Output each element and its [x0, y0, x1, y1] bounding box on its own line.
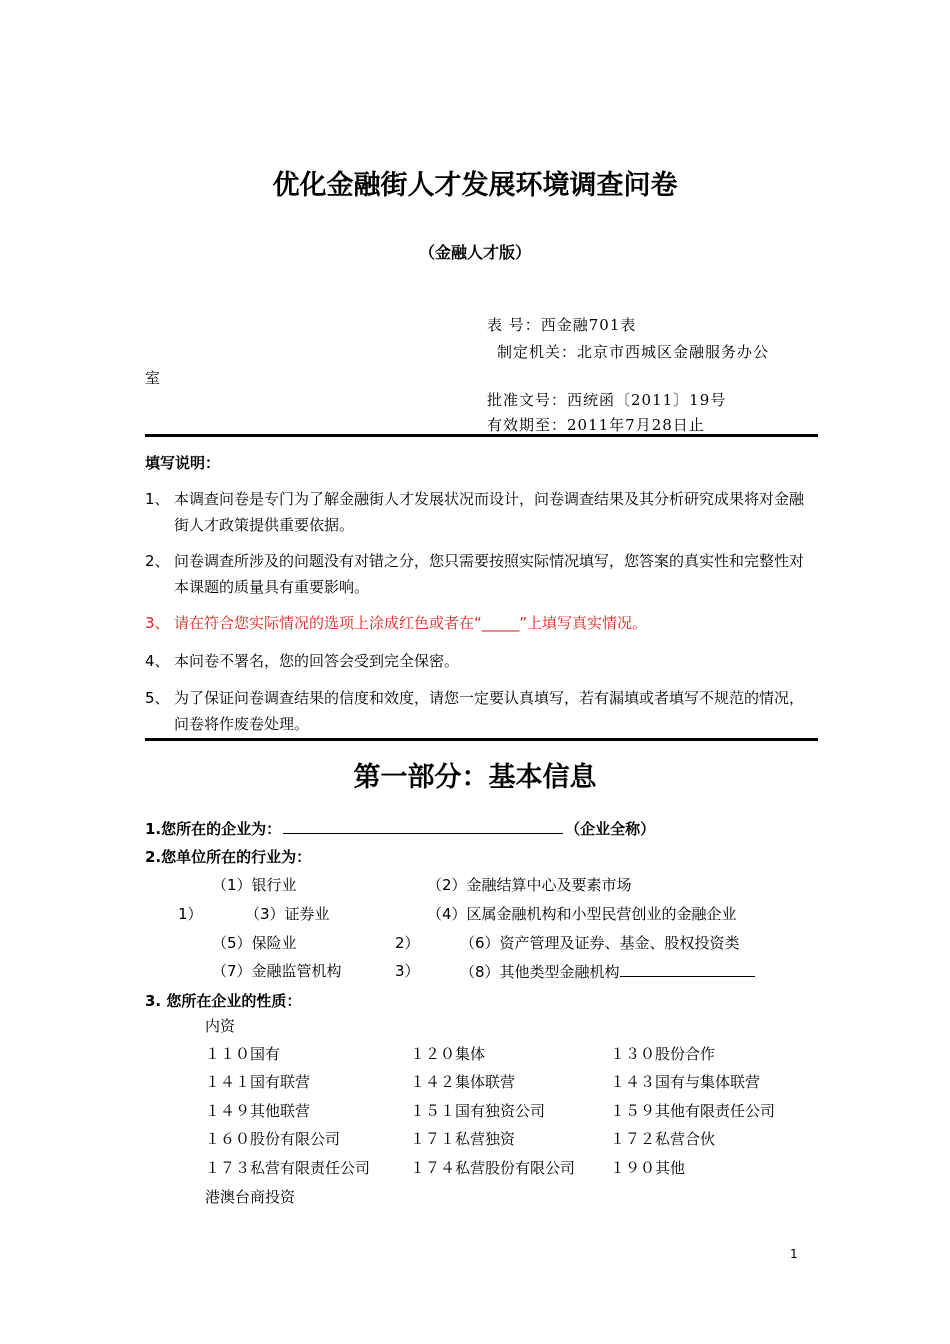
industry-option-other[interactable] — [460, 960, 755, 982]
ownership-group-domestic: 内资 — [205, 1017, 236, 1035]
industry-option[interactable]: （7）金融监管机构 — [212, 962, 342, 980]
instruction-text: 请在符合您实际情况的选项上涂成红色或者在“_____”上填写真实情况。 — [174, 614, 648, 632]
ownership-option[interactable]: １９０其他 — [610, 1159, 686, 1177]
list-marker: 1） — [178, 905, 203, 923]
instruction-item — [145, 685, 815, 737]
ownership-option[interactable]: １４３国有与集体联营 — [610, 1073, 761, 1091]
question-1-label: 1.您所在的企业为： — [145, 820, 282, 838]
form-number: 表 号：西金融701表 — [487, 316, 637, 334]
industry-option[interactable]: （5）保险业 — [212, 934, 297, 952]
question-2-label: 2.您单位所在的行业为： — [145, 848, 312, 866]
instruction-text: 问卷调查所涉及的问题没有对错之分，您只需要按照实际情况填写，您答案的真实性和完整性对本课题的质量具有重要影响。 — [174, 552, 805, 596]
question-3-label: 3. 您所在企业的性质： — [145, 992, 302, 1010]
document-subtitle: （金融人才版） — [418, 243, 531, 262]
ownership-option[interactable]: １１０国有 — [205, 1045, 281, 1063]
document-title: 优化金融街人才发展环境调查问卷 — [272, 170, 678, 201]
ownership-option[interactable]: １４２集体联营 — [410, 1073, 516, 1091]
ownership-option[interactable]: １７１私营独资 — [410, 1130, 516, 1148]
question-1-suffix: （企业全称） — [565, 820, 656, 838]
instruction-text: 本问卷不署名，您的回答会受到完全保密。 — [174, 652, 460, 670]
instruction-text: 本调查问卷是专门为了解金融街人才发展状况而设计，问卷调查结果及其分析研究成果将对金融街人才政策提供重要依据。 — [174, 490, 805, 534]
authority-line: 制定机关：北京市西城区金融服务办公 — [497, 343, 770, 361]
list-marker: 3） — [395, 962, 420, 980]
top-divider — [145, 434, 818, 437]
industry-option[interactable]: （4）区属金融机构和小型民营创业的金融企业 — [427, 905, 737, 923]
page-number: 1 — [790, 1247, 798, 1261]
validity-date: 有效期至：2011年7月28日止 — [487, 416, 705, 434]
instruction-number: 3、 — [145, 614, 170, 632]
approval-number: 批准文号：西统函〔2011〕19号 — [487, 391, 727, 409]
instruction-item — [145, 486, 815, 538]
other-industry-field[interactable] — [620, 960, 755, 977]
ownership-option[interactable]: １６０股份有限公司 — [205, 1130, 341, 1148]
instruction-item-highlight — [145, 610, 815, 636]
instruction-item — [145, 548, 815, 600]
ownership-option[interactable]: １２０集体 — [410, 1045, 486, 1063]
instruction-number: 2、 — [145, 552, 170, 570]
instruction-number: 4、 — [145, 652, 170, 670]
instruction-text: 为了保证问卷调查结果的信度和效度，请您一定要认真填写，若有漏填或者填写不规范的情况，问卷将作废卷处理。 — [174, 689, 805, 733]
ownership-option[interactable]: １４９其他联营 — [205, 1102, 311, 1120]
ownership-option[interactable]: １７４私营股份有限公司 — [410, 1159, 576, 1177]
ownership-option[interactable]: １５９其他有限责任公司 — [610, 1102, 776, 1120]
industry-option[interactable]: （6）资产管理及证券、基金、股权投资类 — [460, 934, 740, 952]
industry-option[interactable]: （3）证券业 — [245, 905, 330, 923]
instruction-number: 5、 — [145, 689, 170, 707]
instructions-heading: 填写说明： — [145, 454, 221, 472]
ownership-option[interactable]: １７２私营合伙 — [610, 1130, 716, 1148]
ownership-option[interactable]: １３０股份合作 — [610, 1045, 716, 1063]
ownership-option[interactable]: １７３私营有限责任公司 — [205, 1159, 371, 1177]
question-1 — [145, 817, 655, 839]
ownership-option[interactable]: １４１国有联营 — [205, 1073, 311, 1091]
section-title: 第一部分：基本信息 — [353, 762, 597, 793]
instruction-number: 1、 — [145, 490, 170, 508]
ownership-option[interactable]: １５１国有独资公司 — [410, 1102, 546, 1120]
company-name-field[interactable] — [283, 817, 563, 834]
bottom-divider — [145, 738, 818, 741]
list-marker: 2） — [395, 934, 420, 952]
ownership-group-hk-macau-taiwan: 港澳台商投资 — [205, 1188, 296, 1206]
industry-option[interactable]: （1）银行业 — [212, 876, 297, 894]
instruction-item — [145, 648, 815, 674]
authority-line-wrap: 室 — [145, 369, 162, 387]
industry-option[interactable]: （2）金融结算中心及要素市场 — [427, 876, 632, 894]
industry-option-label: （8）其他类型金融机构 — [460, 963, 620, 981]
